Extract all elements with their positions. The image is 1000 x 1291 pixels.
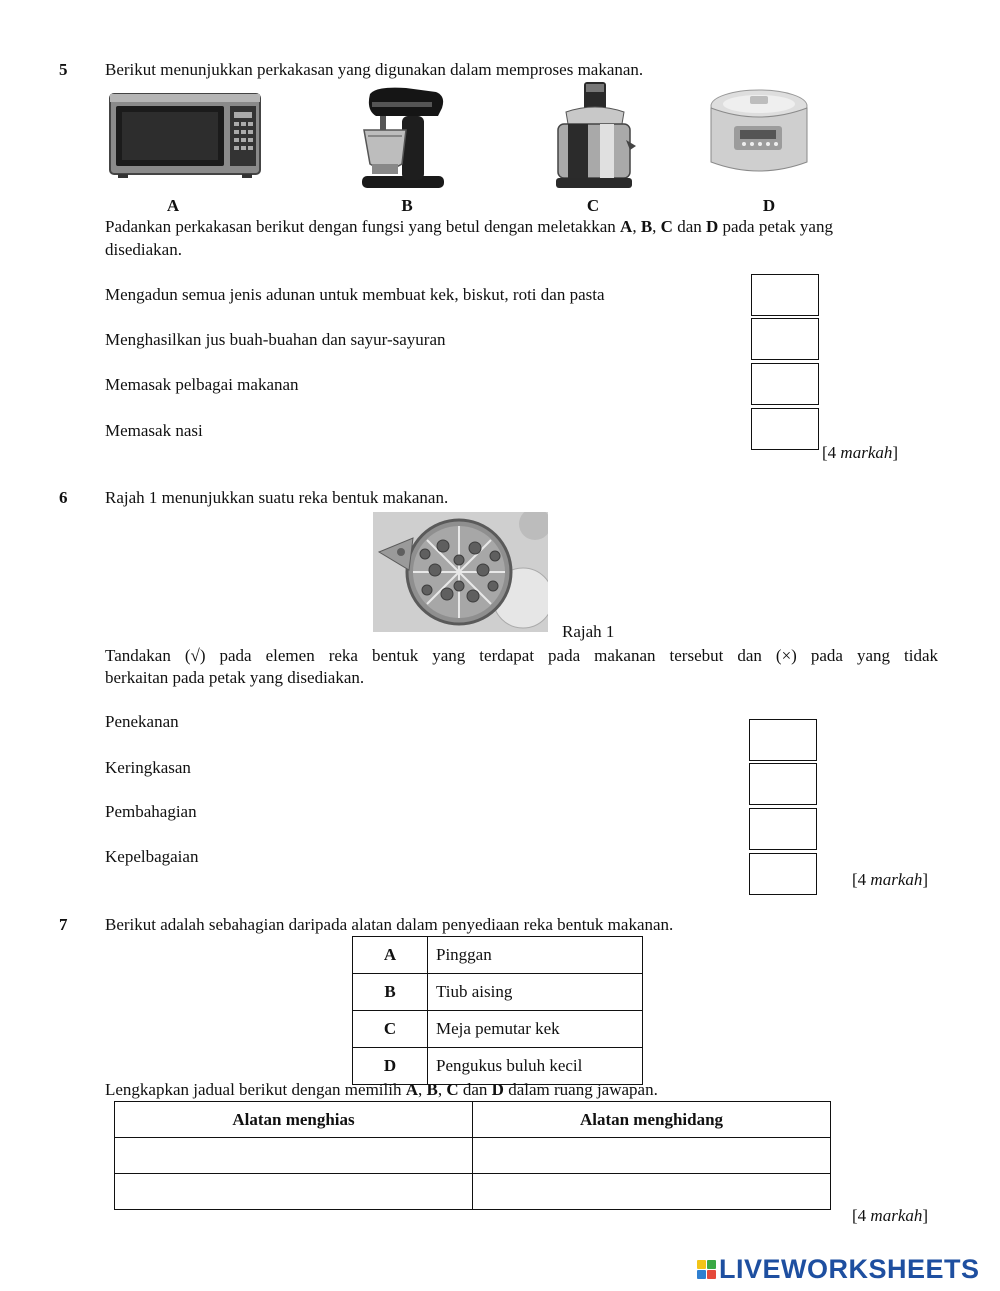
tool-key: D	[353, 1048, 428, 1085]
table-row	[115, 1174, 831, 1210]
table-row	[353, 1048, 643, 1085]
answer-cell-menghidang-2[interactable]	[473, 1174, 831, 1210]
answer-cell-menghias-2[interactable]	[115, 1174, 473, 1210]
question-6-item-2: Keringkasan	[105, 758, 191, 777]
tool-name: Pengukus buluh kecil	[428, 1048, 643, 1085]
tools-table	[352, 936, 643, 1085]
liveworksheets-logo	[697, 1252, 980, 1286]
question-5-item-3: Memasak pelbagai makanan	[105, 375, 299, 394]
question-5-instruction-line-2: disediakan.	[105, 240, 182, 259]
question-7-number: 7	[59, 915, 68, 934]
table-row	[115, 1138, 831, 1174]
question-6-answer-box-1[interactable]	[749, 719, 817, 761]
question-5-answer-box-4[interactable]	[751, 408, 819, 450]
header-alatan-menghias: Alatan menghias	[115, 1102, 473, 1138]
table-row	[353, 1011, 643, 1048]
answer-cell-menghias-1[interactable]	[115, 1138, 473, 1174]
table-row	[353, 937, 643, 974]
rice-cooker-icon	[706, 86, 812, 182]
question-5-intro: Berikut menunjukkan perkakasan yang digunakan dalam memproses makanan.	[105, 60, 644, 79]
question-7-intro: Berikut adalah sebahagian daripada alatan dalam penyediaan reka bentuk makanan.	[105, 915, 674, 934]
brand-name: LIVEWORKSHEETS	[719, 1253, 980, 1284]
question-6-intro: Rajah 1 menunjukkan suatu reka bentuk makanan.	[105, 488, 449, 507]
question-5-item-1: Mengadun semua jenis adunan untuk membuat kek, biskut, roti dan pasta	[105, 285, 605, 304]
question-6-item-4: Kepelbagaian	[105, 847, 199, 866]
question-5-answer-box-3[interactable]	[751, 363, 819, 405]
stand-mixer-icon	[356, 86, 448, 190]
tool-name: Tiub aising	[428, 974, 643, 1011]
question-6-item-3: Pembahagian	[105, 802, 197, 821]
answer-cell-menghidang-1[interactable]	[473, 1138, 831, 1174]
question-6-marks: [4 markah]	[852, 870, 929, 889]
question-5-item-4: Memasak nasi	[105, 421, 203, 440]
table-header-row	[115, 1102, 831, 1138]
question-5-answer-box-2[interactable]	[751, 318, 819, 360]
figure-label: Rajah 1	[562, 622, 615, 641]
question-6-instruction: Tandakan (√) pada elemen reka bentuk yang terdapat pada makanan tersebut dan (×) pada yang tidak	[105, 646, 938, 665]
question-5-item-2: Menghasilkan jus buah-buahan dan sayur-sayuran	[105, 330, 446, 349]
question-5-instruction: Padankan perkakasan berikut dengan fungsi yang betul dengan meletakkan A, B, C dan D pada petak yang	[105, 217, 833, 236]
question-6-answer-box-2[interactable]	[749, 763, 817, 805]
answer-table	[114, 1101, 831, 1210]
question-7-marks: [4 markah]	[852, 1206, 929, 1225]
microwave-icon	[108, 90, 262, 180]
appliance-label-b: B	[401, 196, 413, 215]
question-5-number: 5	[59, 60, 68, 79]
tool-key: C	[353, 1011, 428, 1048]
tool-key: A	[353, 937, 428, 974]
header-alatan-menghidang: Alatan menghidang	[473, 1102, 831, 1138]
tool-name: Meja pemutar kek	[428, 1011, 643, 1048]
question-7-instruction: Lengkapkan jadual berikut dengan memilih A, B, C dan D dalam ruang jawapan.	[105, 1080, 658, 1099]
question-5-marks: [4 markah]	[822, 443, 899, 462]
question-6-instruction-line-2: berkaitan pada petak yang disediakan.	[105, 668, 365, 687]
question-5-answer-box-1[interactable]	[751, 274, 819, 316]
juicer-icon	[548, 80, 638, 192]
tool-key: B	[353, 974, 428, 1011]
appliance-label-d: D	[762, 196, 776, 215]
pizza-image	[373, 512, 548, 632]
tool-name: Pinggan	[428, 937, 643, 974]
question-6-answer-box-4[interactable]	[749, 853, 817, 895]
question-6-number: 6	[59, 488, 68, 507]
liveworksheets-logo-icon	[697, 1260, 716, 1279]
question-6-answer-box-3[interactable]	[749, 808, 817, 850]
question-6-item-1: Penekanan	[105, 712, 179, 731]
appliance-label-c: C	[586, 196, 600, 215]
table-row	[353, 974, 643, 1011]
appliance-label-a: A	[166, 196, 180, 215]
